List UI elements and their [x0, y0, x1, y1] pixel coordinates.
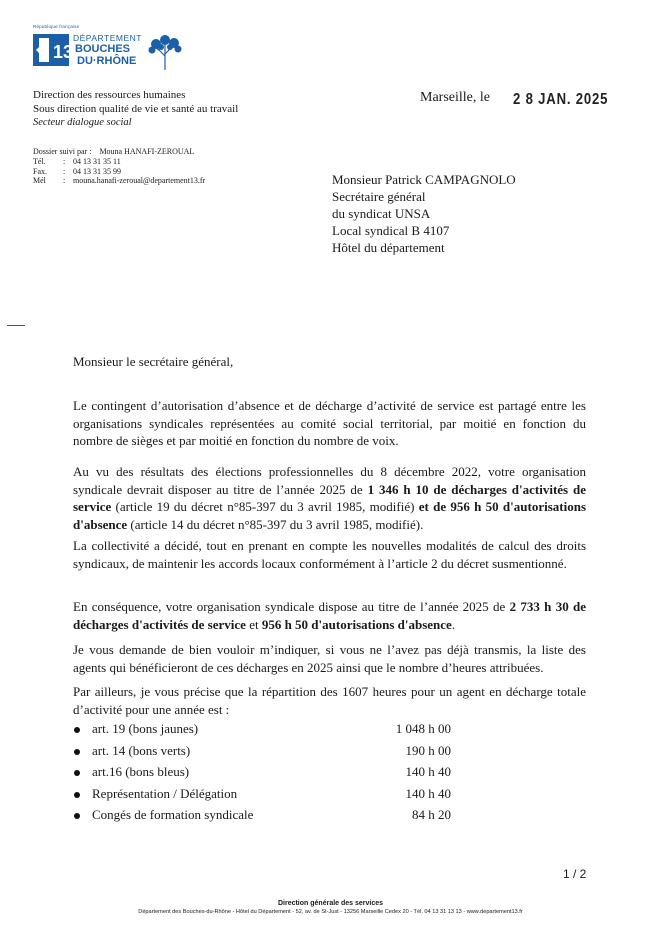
bouches-du-rhone-13-icon [33, 34, 74, 66]
fax-value: 04 13 31 35 99 [73, 166, 121, 176]
paragraph-collectivite: La collectivité a décidé, tout en prenant en compte les nouvelles modalités de calcul des droits syndicaux, de maintenir les accords locaux conformément à l’article 2 du décret susmentionné. [73, 538, 586, 571]
bullet-icon [74, 749, 80, 755]
date-stamp: 2 8 JAN. 2025 [513, 91, 609, 108]
logo-departement-label: DÉPARTEMENT [73, 33, 142, 43]
item-value: 84 h 20 [412, 807, 451, 822]
dossier-label: Dossier suivi par : [33, 147, 92, 156]
item-value: 1 048 h 00 [395, 721, 451, 736]
tel-value: 04 13 31 35 11 [73, 156, 121, 166]
list-item [73, 807, 473, 829]
p4-bold-decharges: 2 733 h 30 de décharges d'activités de service [73, 599, 586, 632]
logo-bouches-label: BOUCHES [75, 43, 131, 55]
recipient-union: du syndicat UNSA [332, 206, 431, 221]
fax-label: Fax. [33, 166, 47, 176]
fold-mark [7, 325, 25, 326]
item-label: Congés de formation syndicale [92, 807, 254, 822]
item-value: 140 h 40 [405, 785, 451, 801]
p2-bold-autorisations: et de 956 h 50 d'autorisations d'absence [73, 499, 586, 533]
fax-row: Fax. : 04 13 31 35 99 [33, 166, 121, 176]
bullet-icon [74, 792, 80, 798]
bullet-icon [74, 770, 80, 776]
sender-direction: Direction des ressources humaines [33, 89, 186, 101]
p2-bold-decharges: 1 346 h 10 de décharges d'activités de service [73, 481, 586, 515]
tel-row: Tél. : 04 13 31 35 11 [33, 156, 121, 166]
recipient-name: Monsieur Patrick CAMPAGNOLO [332, 172, 516, 187]
p4-text-e: . [451, 616, 456, 632]
paragraph-contingent: Le contingent d’autorisation d’absence et de décharge d’activité de service est partagé entre les organisations syndicales représentées au comité social territorial, par moitié en fonction du nombre de sièges et par moitié en fonction du nombre de voix. [73, 398, 586, 449]
p2-text-e: (article 14 du décret n°85-397 du 3 avril 1985, modifié). [127, 517, 424, 533]
item-label: Représentation / Délégation [92, 785, 238, 801]
paragraph-repartition: Par ailleurs, je vous précise que la répartition des 1607 heures pour un agent en décharge totale d’activité pour une année est : [73, 684, 586, 717]
list-item [73, 743, 473, 765]
list-item [73, 764, 473, 786]
recipient-block [332, 171, 516, 256]
logo-du-rhone-label: DU·RHÔNE [77, 55, 137, 67]
dossier-value: Mouna HANAFI-ZEROUAL [99, 147, 195, 156]
item-value: 140 h 40 [405, 764, 451, 779]
place-label: Marseille, le [420, 90, 490, 105]
p4-bold-autorisations: 956 h 50 d'autorisations d'absence [261, 616, 452, 632]
salutation: Monsieur le secrétaire général, [73, 354, 234, 369]
bullet-icon [74, 813, 80, 819]
item-label: art.16 (bons bleus) [92, 764, 190, 779]
hours-breakdown-list [73, 721, 473, 829]
tel-label: Tél. [33, 156, 46, 166]
paragraph-elections [73, 463, 586, 534]
footer-title: Direction générale des services [277, 900, 384, 907]
item-label: art. 19 (bons jaunes) [92, 721, 199, 736]
department-logo [33, 24, 193, 74]
paragraph-demande: Je vous demande de bien vouloir m’indiquer, si vous ne l’avez pas déjà transmis, la liste des agents qui bénéficieront de ces décharges en 2025 ainsi que le nombre d’heures attribuées. [73, 642, 586, 675]
list-item [73, 721, 473, 743]
paragraph-consequence [73, 598, 586, 633]
mel-row: Mél : mouna.hanafi-zeroual@departement13.fr [33, 176, 206, 186]
mel-value[interactable]: mouna.hanafi-zeroual@departement13.fr [73, 176, 206, 186]
p2-text-a: Au vu des résultats des élections professionnelles du 8 décembre 2022, votre organisation syndicale devrait disposer au titre de l’année 2025 de [73, 464, 586, 497]
contact-block [33, 147, 205, 186]
recipient-local: Local syndical B 4107 [332, 223, 450, 238]
recipient-title: Secrétaire général [332, 189, 426, 204]
footer-address: Département des Bouches-du-Rhône - Hôtel du Département - 52, av. de St-Just - 13256 Marseille Cedex 20 - Tél. 04 13 31 13 13 - www.departement13.fr [138, 909, 523, 915]
tree-icon [145, 32, 185, 70]
p4-text-c: et [245, 616, 262, 632]
bullet-icon [74, 727, 80, 733]
republique-francaise-label: République française [33, 24, 80, 29]
sender-secteur: Secteur dialogue social [33, 117, 132, 128]
page-number: 1 / 2 [563, 867, 587, 881]
dossier-row [33, 147, 205, 157]
list-item [73, 786, 473, 808]
sender-block [33, 89, 238, 130]
p4-text-a: En conséquence, votre organisation syndicale dispose au titre de l’année 2025 de [73, 599, 510, 614]
item-value: 190 h 00 [405, 742, 451, 758]
item-label: art. 14 (bons verts) [92, 742, 191, 758]
logo-mark-text: 13 [53, 42, 74, 62]
mel-label: Mél [33, 176, 46, 186]
recipient-building: Hôtel du département [332, 240, 445, 255]
p2-text-c: (article 19 du décret n°85-397 du 3 avril 1985, modifié) [111, 499, 419, 515]
sender-sous-direction: Sous direction qualité de vie et santé au travail [33, 102, 239, 115]
